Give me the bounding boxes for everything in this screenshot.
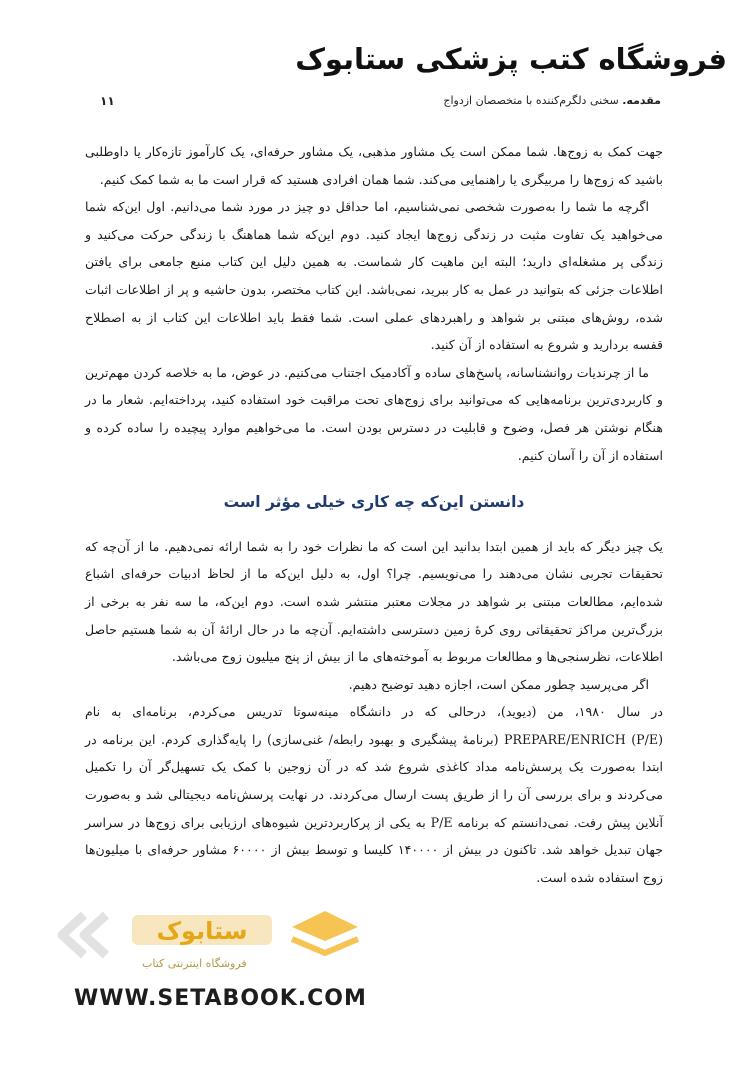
- paragraph-6: [85, 698, 663, 891]
- paragraph-5: اگر می‌پرسید چطور ممکن است، اجازه دهید توضیح دهیم.: [348, 676, 649, 692]
- paragraph-4: یک چیز دیگر که باید از همین ابتدا بدانید این است که ما نظرات خود را به شما ارائه نمی‌دهیم. ما از آن‌چه که تحقیقات تجربی نشان می‌دهند را می‌نویسیم. چرا؟ اول، به دلیل این‌که ما از لحاظ ادبیات حرفه‌ای اشباع شده‌ایم، مطالعات مبتنی بر شواهد در مجلات معتبر منتشر شده است. دوم این‌که، ما سه نفر به برخی از بزرگ‌ترین مراکز تحقیقاتی روی کرهٔ زمین دسترسی داشته‌ایم. آن‌چه ما در حال ارائهٔ آن به شما هستیم حاصل اطلاعات، نظرسنجی‌ها و مطالعات مربوط به آموخته‌های ما از بیش از پنج میلیون زوج می‌باشد.: [85, 538, 663, 665]
- running-head-subtitle: سخنی دلگرم‌کننده با متخصصان ازدواج: [443, 94, 623, 107]
- open-book-icon: [286, 905, 364, 959]
- running-head-title: [443, 94, 661, 108]
- chevron-arrows-icon: [50, 905, 130, 965]
- logo-tagline: فروشگاه اینترنتی کتاب: [142, 957, 247, 970]
- running-head-section: مقدمه.: [622, 94, 661, 107]
- paragraph-2: اگرچه ما شما را به‌صورت شخصی نمی‌شناسیم، اما حداقل دو چیز در مورد شما می‌دانیم. اول این‌که شما می‌خواهید یک تفاوت مثبت در زندگی زوج‌ها ایجاد کنید. دوم این‌که شما هماهنگ با زندگی حرکت می‌کنید و زندگی پر مشغله‌ای دارید؛ البته این ماهیت کار شماست. به همین دلیل این کتاب منبع جامعی برای یافتن اطلاعات جزئی که بتوانید در عمل به کار ببرید، نمی‌باشد. این کتاب مختصر، بدون حاشیه و پر از اطلاعات اثبات شده، روش‌های مبتنی بر شواهد و راهبردهای عملی است. شما فقط باید اطلاعات این کتاب از به اصطلاح قفسه بردارید و شروع به استفاده از آن کنید.: [85, 199, 663, 353]
- paragraph-1: جهت کمک به زوج‌ها. شما ممکن است یک مشاور مذهبی، یک مشاور حرفه‌ای، یک کارآموز تازه‌کار یا داوطلبی باشید که زوج‌ها را مربیگری یا راهنمایی می‌کند. شما همان افرادی هستید که قرار است ما به شما کمک کنیم.: [85, 144, 663, 187]
- setabook-logo: [50, 905, 320, 985]
- page-number: ۱۱: [100, 94, 115, 108]
- program-name: PREPARE/ENRICH (P/E): [504, 731, 663, 747]
- paragraph-3: ما از چرندیات روانشناسانه، پاسخ‌های ساده و آکادمیک اجتناب می‌کنیم. در عوض، ما به خلاصه کردن مهم‌ترین و کاربردی‌ترین برنامه‌هایی که می‌توانید برای زوج‌های تحت مراقبت خود استفاده کنید، پرداخته‌ایم. شعار ما در هنگام نوشتن هر فصل، وضوح و قابلیت در دسترس بودن است. ما می‌خواهیم موارد پیچیده را ساده کرده و استفاده از آن را آسان کنیم.: [85, 364, 663, 463]
- running-head: [100, 94, 661, 108]
- brand-wordmark: [128, 907, 278, 953]
- site-url: WWW.SETABOOK.COM: [74, 986, 367, 1011]
- paragraph-6-end: (برنامهٔ پیشگیری و بهبود رابطه/ غنی‌سازی) را پایه‌گذاری کردم. این برنامه در ابتدا به‌صورت یک پرسش‌نامه مداد کاغذی شروع شد که در آن زوجین با کمک یک تسهیل‌گر آن را تکمیل می‌کردند و برای بررسی آن را از طریق پست ارسال می‌کردند. در نهایت پرسش‌نامه دیجیتالی شد و به‌صورت آنلاین پیش رفت. نمی‌دانستم که برنامه P/E به یکی از پرکاربردترین شیوه‌های ارزیابی برای زوج‌ها در سراسر جهان تبدیل خواهد شد. تاکنون در بیش از ۱۴۰۰۰۰ کلیسا و توسط بیش از ۶۰۰۰۰ مشاور حرفه‌ای با میلیون‌ها زوج استفاده شده است.: [85, 731, 663, 885]
- brand-text: ستابوک: [156, 917, 248, 945]
- page-body: [85, 138, 663, 891]
- watermark-title: فروشگاه کتب پزشکی ستابوک: [295, 42, 727, 76]
- section-heading: دانستن این‌که چه کاری خیلی مؤثر است: [223, 493, 525, 512]
- paragraph-6-start: در سال ۱۹۸۰، من (دیوید)، درحالی که در دانشگاه مینه‌سوتا تدریس می‌کردم، برنامه‌ای به نام: [85, 704, 663, 720]
